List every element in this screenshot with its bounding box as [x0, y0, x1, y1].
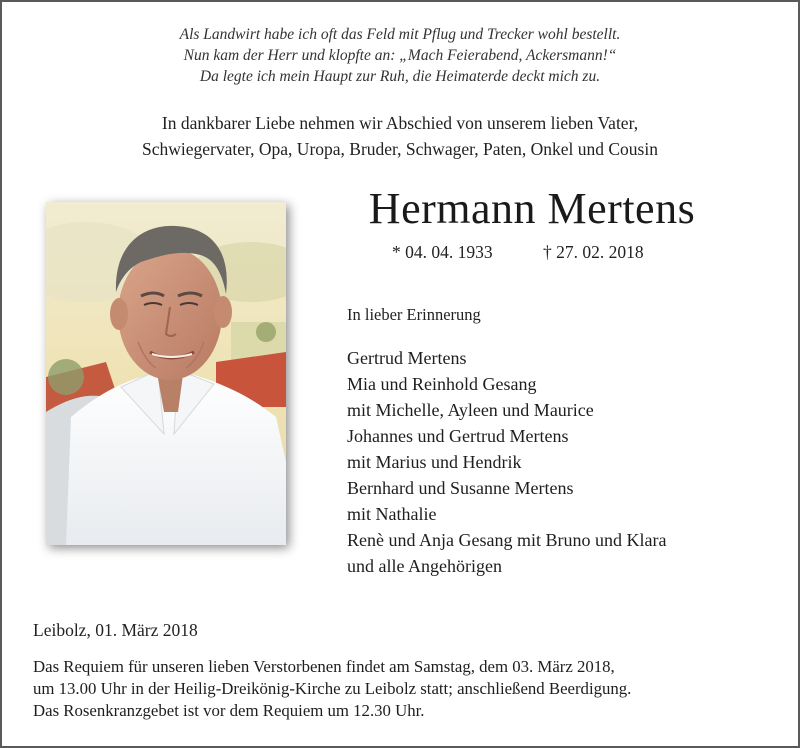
mourner-line: mit Marius und Hendrik	[347, 452, 522, 472]
mourner-line: und alle Angehörigen	[347, 556, 502, 576]
birth-date: * 04. 04. 1933	[392, 242, 493, 262]
memory-label: In lieber Erinnerung	[347, 305, 481, 324]
intro-line: In dankbarer Liebe nehmen wir Abschied von unserem lieben Vater,	[161, 113, 639, 133]
poem-line: Nun kam der Herr und klopfte an: „Mach Feierabend, Ackersmann!“	[183, 47, 617, 64]
mourner-line: Mia und Reinhold Gesang	[347, 374, 537, 394]
notice-line: um 13.00 Uhr in der Heilig-Dreikönig-Kirche zu Leibolz statt; anschließend Beerdigung.	[33, 679, 632, 698]
mourner-line: Bernhard und Susanne Mertens	[347, 478, 574, 498]
death-date: † 27. 02. 2018	[543, 242, 644, 262]
mourner-line: Renè und Anja Gesang mit Bruno und Klara	[347, 530, 667, 550]
portrait-image	[46, 202, 286, 545]
deceased-name: Hermann Mertens	[368, 184, 696, 233]
intro-line: Schwiegervater, Opa, Uropa, Bruder, Schwager, Paten, Onkel und Cousin	[142, 139, 658, 159]
poem-line: Als Landwirt habe ich oft das Feld mit Pflug und Trecker wohl bestellt.	[179, 26, 621, 43]
notice-line: Das Requiem für unseren lieben Verstorbenen findet am Samstag, dem 03. März 2018,	[33, 657, 615, 676]
mourner-line: mit Nathalie	[347, 504, 437, 524]
mourner-line: Gertrud Mertens	[347, 348, 467, 368]
mourner-line: mit Michelle, Ayleen und Maurice	[347, 400, 594, 420]
service-notice	[33, 656, 783, 722]
poem-line: Da legte ich mein Haupt zur Ruh, die Heimaterde deckt mich zu.	[199, 68, 601, 85]
poem	[2, 24, 798, 87]
mourners-list	[347, 345, 666, 579]
intro-text	[2, 110, 798, 162]
notice-line: Das Rosenkranzgebet ist vor dem Requiem um 12.30 Uhr.	[33, 701, 425, 720]
mourner-line: Johannes und Gertrud Mertens	[347, 426, 569, 446]
portrait-photo	[46, 202, 286, 545]
place-date: Leibolz, 01. März 2018	[33, 620, 198, 640]
life-dates	[392, 242, 644, 263]
